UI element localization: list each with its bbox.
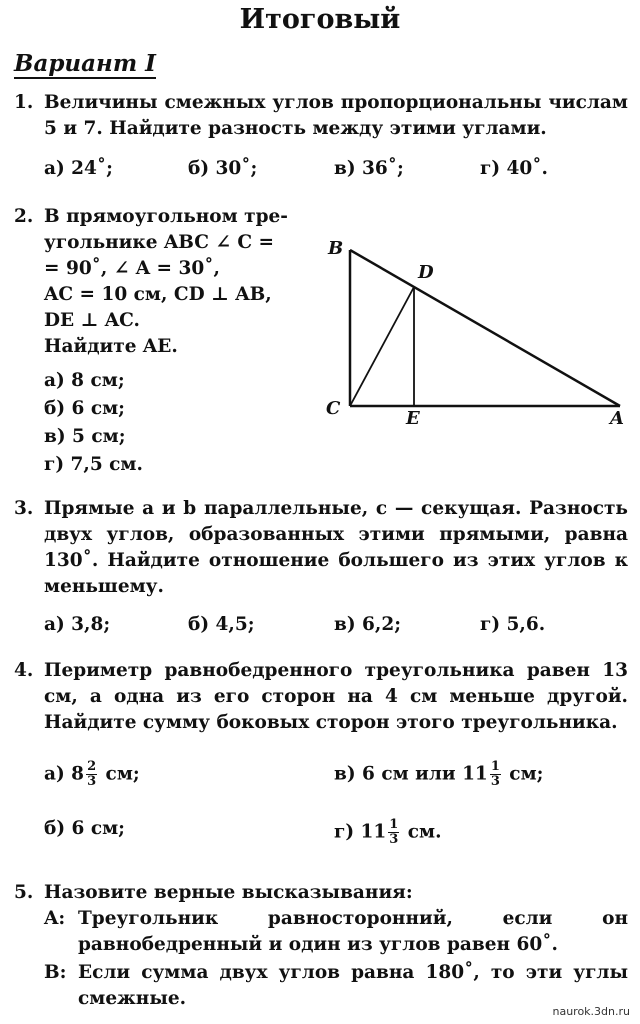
label-e: E bbox=[406, 408, 420, 428]
triangle-figure bbox=[320, 228, 630, 428]
side-ab bbox=[350, 250, 620, 406]
statement-text: Треугольник равносторонний, если он равнобедренный и один из углов равен 60˚. bbox=[78, 908, 628, 955]
option-a bbox=[44, 760, 140, 789]
page-title: Итоговый bbox=[239, 4, 401, 35]
fraction bbox=[490, 760, 501, 789]
option-b: б) 30˚; bbox=[188, 158, 258, 179]
question-4 bbox=[14, 658, 628, 736]
source-watermark: naurok.3dn.ru bbox=[552, 1005, 630, 1018]
question-number: 2. bbox=[14, 206, 34, 227]
option-a-suffix: см; bbox=[99, 763, 140, 785]
question-number: 4. bbox=[14, 660, 34, 681]
option-b: б) 4,5; bbox=[188, 614, 255, 635]
statement-b bbox=[44, 960, 628, 1012]
question-1 bbox=[14, 90, 628, 142]
statement-a bbox=[44, 906, 628, 958]
option-c: в) 36˚; bbox=[334, 158, 404, 179]
question-text-line: DE ⊥ AC. bbox=[44, 310, 140, 331]
variant-heading: Вариант I bbox=[14, 50, 156, 77]
option-b: б) 6 см; bbox=[44, 398, 126, 419]
fraction bbox=[86, 760, 97, 789]
fraction-numerator: 1 bbox=[389, 817, 399, 832]
label-c: C bbox=[326, 398, 341, 419]
question-number: 3. bbox=[14, 498, 34, 519]
question-text: Величины смежных углов пропорциональны числам 5 и 7. Найдите разность между этими углами. bbox=[44, 92, 628, 139]
fraction-denominator: 3 bbox=[389, 832, 399, 847]
option-d: г) 5,6. bbox=[480, 614, 546, 635]
option-c-prefix: в) 6 см или 11 bbox=[334, 763, 488, 785]
question-text bbox=[44, 204, 314, 360]
question-text-line: AC = 10 см, CD ⊥ AB, bbox=[44, 284, 272, 305]
fraction-numerator: 1 bbox=[490, 759, 500, 774]
question-number: 5. bbox=[14, 882, 34, 903]
question-text-line: Найдите AE. bbox=[44, 336, 178, 357]
question-text-line: В прямоугольном тре- bbox=[44, 206, 288, 227]
question-text: Периметр равнобедренного треугольника равен 13 см, а одна из его сторон на 4 см меньше другой. Найдите сумму боковых сторон этого треугольника. bbox=[44, 660, 628, 733]
question-text-line: угольнике ABC ∠ C = bbox=[44, 232, 275, 253]
fraction bbox=[388, 818, 399, 847]
option-c bbox=[334, 760, 543, 789]
option-d-prefix: г) 11 bbox=[334, 821, 387, 843]
question-2 bbox=[14, 204, 314, 360]
option-a: а) 24˚; bbox=[44, 158, 114, 179]
option-a: а) 3,8; bbox=[44, 614, 111, 635]
option-d-suffix: см. bbox=[401, 821, 442, 843]
segment-cd bbox=[350, 287, 414, 406]
question-text-line: = 90˚, ∠ A = 30˚, bbox=[44, 258, 220, 279]
statement-letter: A: bbox=[44, 908, 66, 929]
option-c-suffix: см; bbox=[502, 763, 544, 785]
option-d: г) 7,5 см. bbox=[44, 454, 143, 475]
option-c: в) 6,2; bbox=[334, 614, 402, 635]
option-b: б) 6 см; bbox=[44, 818, 126, 839]
question-3 bbox=[14, 496, 628, 600]
question-text: Назовите верные высказывания: bbox=[44, 882, 413, 903]
question-text: Прямые a и b параллельные, c — секущая. Разность двух углов, образованных этими прямыми, равна 130˚. Найдите отношение большего из этих углов к меньшему. bbox=[44, 498, 628, 597]
statement-text: Если сумма двух углов равна 180˚, то эти углы смежные. bbox=[78, 962, 628, 1009]
question-number: 1. bbox=[14, 92, 34, 113]
option-a-prefix: а) 8 bbox=[44, 763, 85, 785]
label-b: B bbox=[328, 238, 344, 259]
option-d bbox=[334, 818, 442, 847]
fraction-denominator: 3 bbox=[87, 774, 97, 789]
fraction-numerator: 2 bbox=[87, 759, 97, 774]
label-a: A bbox=[610, 408, 624, 428]
label-d: D bbox=[418, 262, 434, 283]
option-a: а) 8 см; bbox=[44, 370, 125, 391]
statement-letter: B: bbox=[44, 962, 67, 983]
option-c: в) 5 см; bbox=[44, 426, 126, 447]
fraction-denominator: 3 bbox=[490, 774, 500, 789]
option-d: г) 40˚. bbox=[480, 158, 548, 179]
question-5 bbox=[14, 880, 628, 906]
